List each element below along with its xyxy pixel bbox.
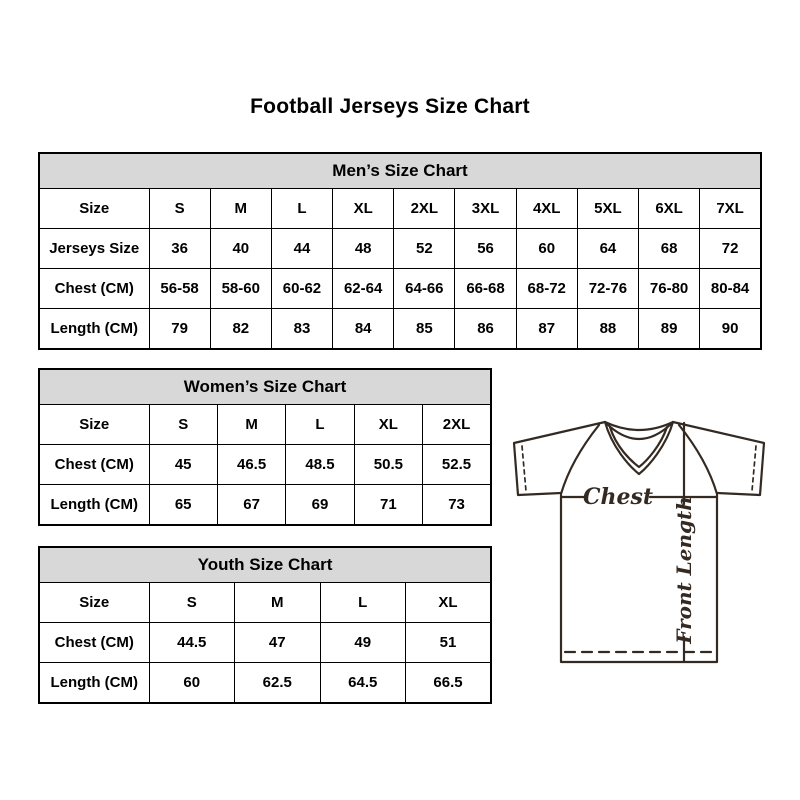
size-cell: L xyxy=(271,189,332,229)
right-cuff-stitch-line xyxy=(752,446,756,491)
youth-size-table xyxy=(38,546,492,704)
size-cell: 60 xyxy=(149,663,235,704)
section-title-row xyxy=(39,153,761,189)
size-cell: 83 xyxy=(271,309,332,350)
jersey-right-sleeve xyxy=(673,422,764,495)
size-cell: 62-64 xyxy=(333,269,394,309)
size-cell: 82 xyxy=(210,309,271,350)
table-row xyxy=(39,663,491,704)
left-cuff-stitch-line xyxy=(522,446,526,491)
table-row xyxy=(39,405,491,445)
size-cell: 5XL xyxy=(577,189,638,229)
size-cell: 62.5 xyxy=(235,663,321,704)
section-title-row xyxy=(39,547,491,583)
size-cell: 6XL xyxy=(639,189,700,229)
size-cell: L xyxy=(286,405,354,445)
size-cell: 52.5 xyxy=(423,445,491,485)
table-row xyxy=(39,229,761,269)
row-header-cell: Chest (CM) xyxy=(39,445,149,485)
size-cell: XL xyxy=(333,189,394,229)
table-row xyxy=(39,189,761,229)
row-header-cell: Chest (CM) xyxy=(39,269,149,309)
size-cell: XL xyxy=(406,583,492,623)
size-cell: M xyxy=(235,583,321,623)
size-cell: 89 xyxy=(639,309,700,350)
size-cell: 2XL xyxy=(394,189,455,229)
size-cell: 50.5 xyxy=(354,445,422,485)
size-cell: 64 xyxy=(577,229,638,269)
table-row xyxy=(39,445,491,485)
size-cell: 48.5 xyxy=(286,445,354,485)
size-cell: 66.5 xyxy=(406,663,492,704)
row-header-cell: Chest (CM) xyxy=(39,623,149,663)
size-cell: 47 xyxy=(235,623,321,663)
size-cell: 44.5 xyxy=(149,623,235,663)
size-cell: 3XL xyxy=(455,189,516,229)
size-cell: 4XL xyxy=(516,189,577,229)
page-title: Football Jerseys Size Chart xyxy=(250,95,530,118)
size-cell: 60 xyxy=(516,229,577,269)
size-cell: 2XL xyxy=(423,405,491,445)
row-header-cell: Size xyxy=(39,583,149,623)
size-cell: 58-60 xyxy=(210,269,271,309)
size-cell: 49 xyxy=(320,623,406,663)
size-cell: 7XL xyxy=(700,189,761,229)
size-cell: 72 xyxy=(700,229,761,269)
size-cell: 64.5 xyxy=(320,663,406,704)
row-header-cell: Size xyxy=(39,405,149,445)
size-cell: S xyxy=(149,583,235,623)
size-cell: 44 xyxy=(271,229,332,269)
size-cell: 68 xyxy=(639,229,700,269)
collar-back-arc-outer xyxy=(605,422,673,430)
size-cell: 67 xyxy=(217,485,285,526)
size-cell: 51 xyxy=(406,623,492,663)
size-cell: 64-66 xyxy=(394,269,455,309)
size-cell: 72-76 xyxy=(577,269,638,309)
size-cell: 86 xyxy=(455,309,516,350)
front-length-label: Front Length xyxy=(672,496,696,644)
size-cell: XL xyxy=(354,405,422,445)
table-row xyxy=(39,485,491,526)
table-row xyxy=(39,583,491,623)
section-title-row xyxy=(39,369,491,405)
table-row xyxy=(39,269,761,309)
size-cell: 84 xyxy=(333,309,394,350)
size-cell: 56 xyxy=(455,229,516,269)
size-cell: S xyxy=(149,189,210,229)
size-cell: 46.5 xyxy=(217,445,285,485)
row-header-cell: Length (CM) xyxy=(39,485,149,526)
size-cell: M xyxy=(217,405,285,445)
size-cell: 85 xyxy=(394,309,455,350)
table-row xyxy=(39,623,491,663)
size-cell: 45 xyxy=(149,445,217,485)
table-row xyxy=(39,309,761,350)
size-cell: 56-58 xyxy=(149,269,210,309)
row-header-cell: Length (CM) xyxy=(39,309,149,350)
jersey-diagram-svg xyxy=(505,400,777,672)
size-cell: 52 xyxy=(394,229,455,269)
size-cell: L xyxy=(320,583,406,623)
size-cell: 65 xyxy=(149,485,217,526)
size-cell: 76-80 xyxy=(639,269,700,309)
size-cell: 73 xyxy=(423,485,491,526)
section-title-cell: Youth Size Chart xyxy=(39,547,491,583)
size-cell: 90 xyxy=(700,309,761,350)
section-title-cell: Women’s Size Chart xyxy=(39,369,491,405)
jersey-measurement-diagram xyxy=(505,400,777,672)
row-header-cell: Size xyxy=(39,189,149,229)
size-cell: 80-84 xyxy=(700,269,761,309)
size-cell: 36 xyxy=(149,229,210,269)
size-cell: M xyxy=(210,189,271,229)
mens-size-table xyxy=(38,152,762,350)
row-header-cell: Length (CM) xyxy=(39,663,149,704)
size-cell: S xyxy=(149,405,217,445)
size-cell: 68-72 xyxy=(516,269,577,309)
size-cell: 87 xyxy=(516,309,577,350)
size-cell: 40 xyxy=(210,229,271,269)
row-header-cell: Jerseys Size xyxy=(39,229,149,269)
section-title-cell: Men’s Size Chart xyxy=(39,153,761,189)
size-cell: 71 xyxy=(354,485,422,526)
womens-size-table xyxy=(38,368,492,526)
size-cell: 69 xyxy=(286,485,354,526)
size-cell: 66-68 xyxy=(455,269,516,309)
size-cell: 60-62 xyxy=(271,269,332,309)
chest-label: Chest xyxy=(582,484,654,510)
size-cell: 79 xyxy=(149,309,210,350)
size-cell: 48 xyxy=(333,229,394,269)
size-cell: 88 xyxy=(577,309,638,350)
